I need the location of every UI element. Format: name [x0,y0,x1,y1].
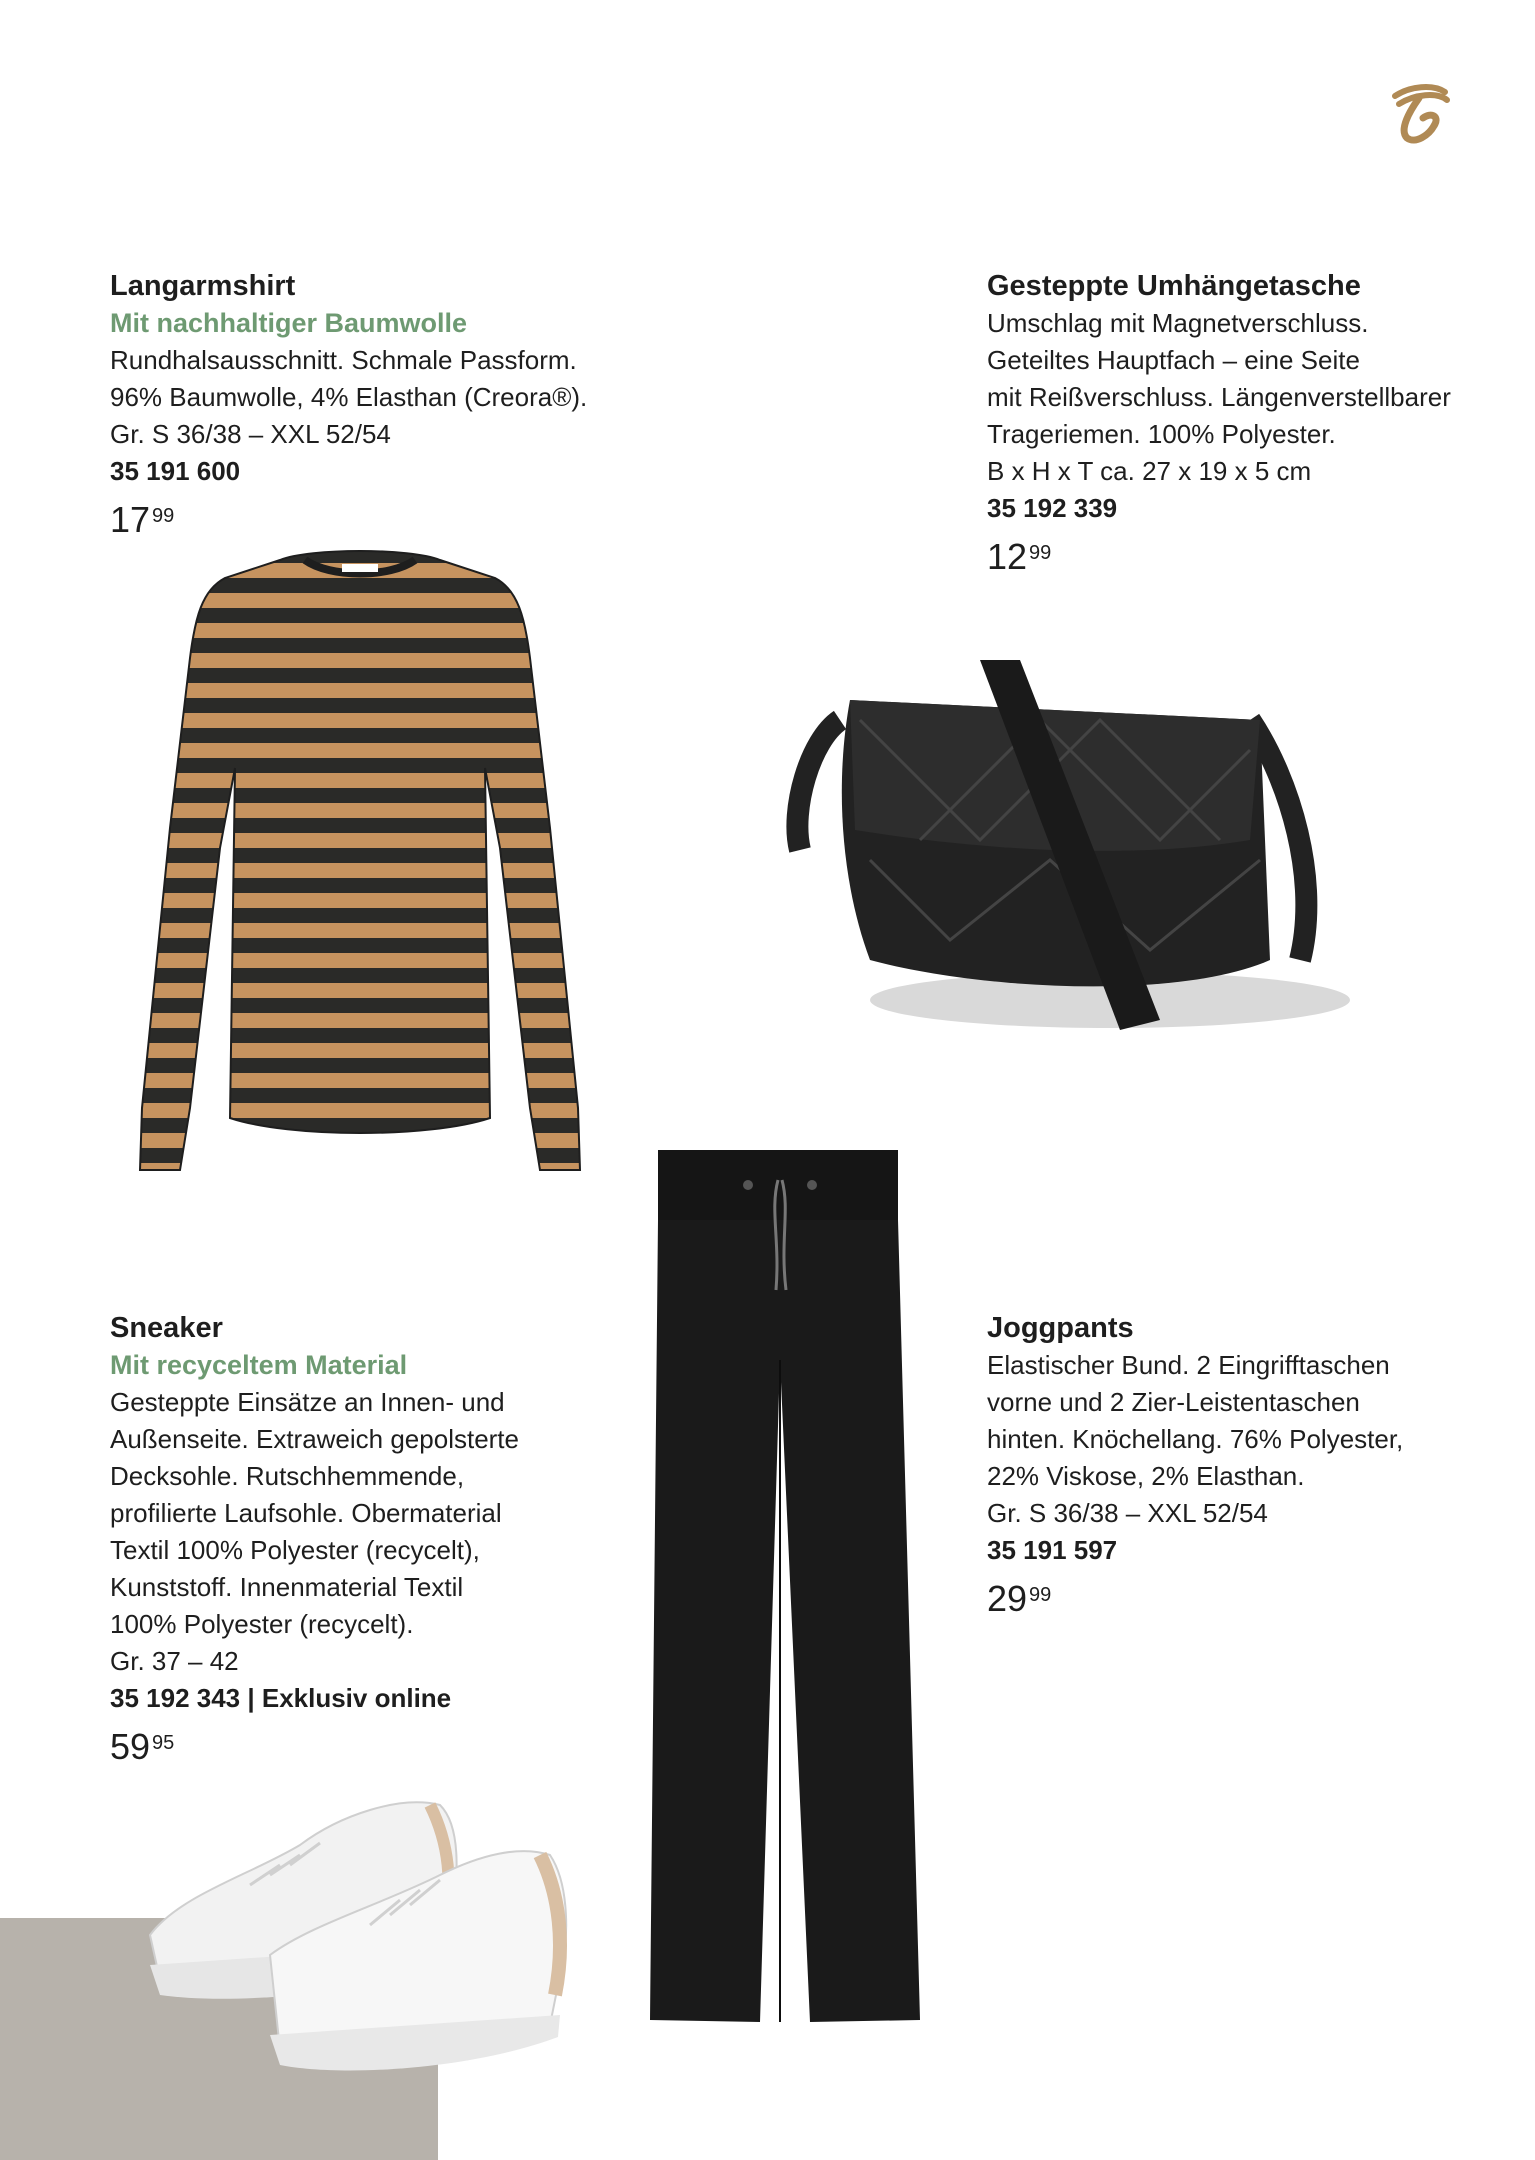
article-number: 35 191 597 [987,1535,1118,1565]
product-desc-line: mit Reißverschluss. Längenverstellbarer [987,382,1451,412]
quilted-crossbody-bag-icon [780,660,1360,1040]
product-desc-line: Textil 100% Polyester (recycelt), [110,1535,480,1565]
price-cents: 99 [1029,542,1052,564]
price-cents: 99 [1029,1584,1052,1606]
product-bag [987,268,1507,579]
price-main: 59 [110,1726,151,1767]
article-number: 35 192 339 [987,493,1118,523]
product-name: Gesteppte Umhängetasche [987,270,1361,302]
product-joggpants [987,1310,1507,1621]
price [110,1725,650,1769]
sneakers-image [140,1785,590,2075]
price-main: 29 [987,1578,1028,1619]
price [110,498,670,542]
price-main: 12 [987,536,1028,577]
price-cents: 99 [152,505,175,527]
product-desc-line: Rundhalsausschnitt. Schmale Passform. [110,345,577,375]
product-subtitle: Mit recyceltem Material [110,1350,408,1380]
price [987,535,1507,579]
product-desc-line: hinten. Knöchellang. 76% Polyester, [987,1424,1404,1454]
product-desc-line: Gr. S 36/38 – XXL 52/54 [987,1498,1268,1528]
brand-logo-icon [1385,78,1455,148]
product-desc-line: 100% Polyester (recycelt). [110,1609,414,1639]
product-sneaker [110,1310,650,1769]
price-cents: 95 [152,1732,175,1754]
product-desc-line: Außenseite. Extraweich gepolsterte [110,1424,519,1454]
product-desc-line: B x H x T ca. 27 x 19 x 5 cm [987,456,1312,486]
product-desc-line: Gr. 37 – 42 [110,1646,239,1676]
product-desc-line: Decksohle. Rutschhemmende, [110,1461,465,1491]
black-joggpants-icon [630,1150,930,2030]
article-number: 35 191 600 [110,456,241,486]
quilted-bag-image [780,660,1360,1040]
product-name: Langarmshirt [110,270,296,302]
product-desc-line: 96% Baumwolle, 4% Elasthan (Creora®). [110,382,588,412]
product-desc-line: Umschlag mit Magnetverschluss. [987,308,1369,338]
brand-logo [1385,78,1455,148]
product-desc-line: profilierte Laufsohle. Obermaterial [110,1498,502,1528]
product-longsleeve [110,268,670,542]
product-desc-line: Trageriemen. 100% Polyester. [987,419,1336,449]
price-main: 17 [110,499,151,540]
product-desc-line: Kunststoff. Innenmaterial Textil [110,1572,464,1602]
product-name: Joggpants [987,1312,1134,1344]
striped-longsleeve-shirt-icon [130,548,590,1178]
product-desc-line: Gr. S 36/38 – XXL 52/54 [110,419,391,449]
product-desc-line: 22% Viskose, 2% Elasthan. [987,1461,1305,1491]
product-desc-line: Gesteppte Einsätze an Innen- und [110,1387,505,1417]
joggpants-image [630,1150,930,2030]
product-desc-line: Geteiltes Hauptfach – eine Seite [987,345,1360,375]
product-subtitle: Mit nachhaltiger Baumwolle [110,308,468,338]
product-name: Sneaker [110,1312,223,1344]
price [987,1577,1507,1621]
article-number: 35 192 343 | Exklusiv online [110,1683,452,1713]
white-sneakers-icon [140,1785,590,2075]
product-desc-line: Elastischer Bund. 2 Eingrifftaschen [987,1350,1390,1380]
striped-shirt-image [130,548,590,1178]
product-desc-line: vorne und 2 Zier-Leistentaschen [987,1387,1360,1417]
